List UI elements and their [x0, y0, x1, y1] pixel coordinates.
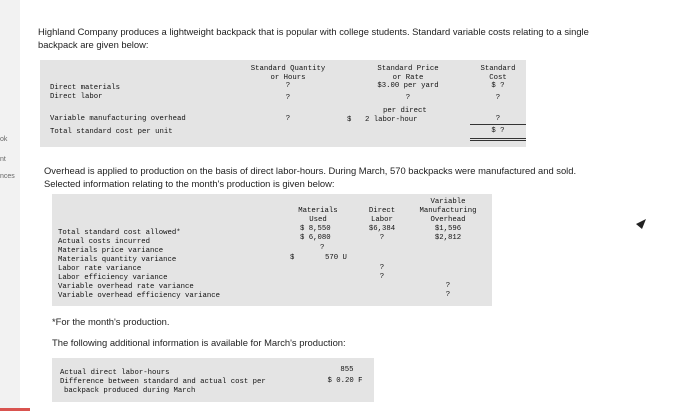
row-label: Actual costs incurred: [58, 238, 150, 246]
labor-cell: ?: [379, 264, 385, 272]
row-label: Variable overhead rate variance: [58, 283, 194, 291]
production-line: Overhead is applied to production on the basis of direct labor-hours. During March, 570 backpacks were manufactured and sold.: [44, 165, 577, 176]
price-cell: $3.00 per yard: [377, 82, 439, 90]
additional-table: [52, 358, 374, 402]
cost-cell: $ ?: [491, 127, 505, 135]
overhead-cell: $1,596: [434, 225, 462, 233]
quantity-cell: ?: [285, 115, 291, 123]
overhead-cell: ?: [445, 291, 451, 299]
overhead-cell: $2,812: [434, 234, 462, 242]
row-label: Total standard cost allowed*: [58, 229, 181, 237]
variance-table: [52, 194, 492, 306]
row-label: Actual direct labor-hours: [60, 369, 170, 377]
row-label: Direct labor: [50, 93, 103, 101]
overhead-cell: ?: [445, 282, 451, 290]
header-price: Standard Price: [377, 65, 439, 73]
intro-paragraph: [38, 26, 589, 51]
labor-cell: $6,384: [368, 225, 396, 233]
intro-line: Highland Company produces a lightweight backpack that is popular with college students. Standard variable costs relating to a single: [38, 26, 589, 37]
header-quantity: Standard Quantity: [250, 65, 326, 73]
row-label: Direct materials: [50, 84, 121, 92]
sidebar-label: ok: [0, 136, 8, 143]
sidebar-label: nt: [0, 156, 6, 163]
price-sign: $: [347, 116, 352, 124]
additional-info: The following additional information is available for March's production:: [52, 337, 346, 348]
price-cell: 2 labor-hour: [365, 116, 418, 124]
total-rule: [470, 140, 526, 141]
row-label: Variable manufacturing overhead: [50, 115, 186, 123]
intro-line: backpack are given below:: [38, 38, 149, 50]
price-cell: per direct: [383, 107, 427, 115]
total-rule: [470, 138, 526, 139]
row-label: Labor efficiency variance: [58, 274, 168, 282]
row-label: Labor rate variance: [58, 265, 142, 273]
production-line: Selected information relating to the month's production is given below:: [44, 177, 335, 189]
header-labor: Direct: [368, 207, 396, 215]
cost-cell: ?: [495, 94, 501, 102]
header-overhead: Variable: [430, 198, 466, 206]
value-cell: $ 0.20 F: [327, 377, 363, 385]
header-labor: Labor: [371, 216, 393, 224]
quantity-cell: ?: [285, 82, 291, 90]
footnote: *For the month's production.: [52, 316, 170, 327]
quantity-cell: ?: [285, 94, 291, 102]
header-quantity: or Hours: [270, 74, 306, 82]
value-cell: 855: [340, 366, 354, 374]
row-label: Total standard cost per unit: [50, 128, 173, 136]
production-paragraph: [44, 165, 576, 190]
labor-cell: ?: [379, 273, 385, 281]
cost-cell: ?: [495, 115, 501, 123]
cost-cell: $ ?: [491, 82, 505, 90]
labor-cell: ?: [379, 234, 385, 242]
materials-cell: $ 6,080: [300, 234, 331, 242]
row-label: Materials quantity variance: [58, 256, 177, 264]
materials-sign: $: [290, 254, 295, 262]
header-cost: Cost: [489, 74, 507, 82]
cursor-arrow-icon: [636, 219, 646, 229]
header-overhead: Manufacturing: [419, 207, 477, 215]
header-materials: Materials: [298, 207, 338, 215]
left-side-strip: [0, 0, 20, 411]
subtotal-rule: [470, 124, 526, 125]
header-materials: Used: [309, 216, 327, 224]
price-cell: ?: [405, 94, 411, 102]
row-label: Difference between standard and actual cost per: [60, 378, 266, 386]
materials-cell: $ 8,550: [300, 225, 331, 233]
materials-cell: 570 U: [325, 254, 347, 262]
standard-cost-table: [40, 60, 526, 147]
row-label: backpack produced during March: [64, 387, 196, 395]
row-label: Variable overhead efficiency variance: [58, 292, 221, 300]
header-cost: Standard: [480, 65, 516, 73]
header-price: or Rate: [392, 74, 424, 82]
header-overhead: Overhead: [430, 216, 466, 224]
row-label: Materials price variance: [58, 247, 164, 255]
materials-cell: ?: [320, 244, 325, 252]
sidebar-label: nces: [0, 173, 15, 180]
